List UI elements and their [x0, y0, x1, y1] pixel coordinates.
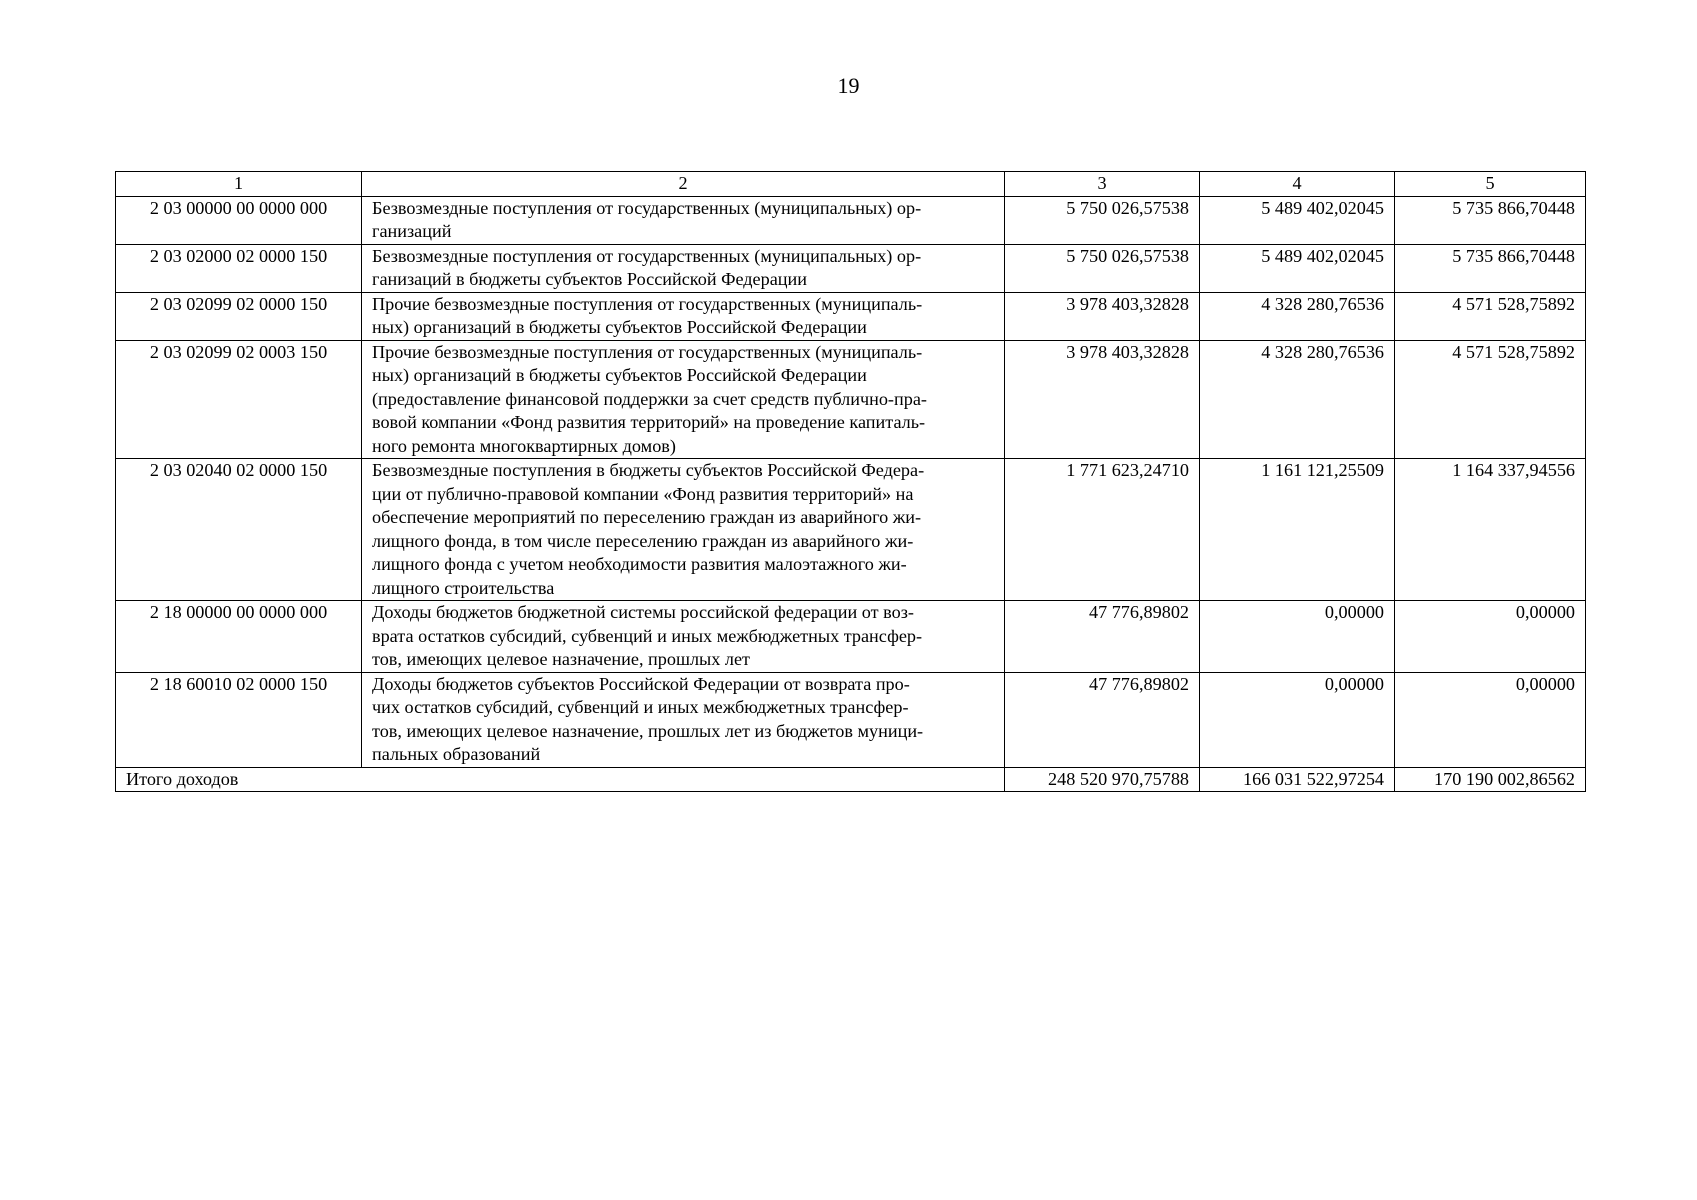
table-header [116, 172, 1586, 197]
column-number-5: 5 [1395, 172, 1586, 197]
revenue-name-line: тов, имеющих целевое назначение, прошлых лет [372, 649, 750, 669]
revenue-name-line: Прочие безвозмездные поступления от государственных (муниципаль- [372, 293, 923, 314]
total-row [116, 767, 1586, 792]
total-value-col5: 170 190 002,86562 [1395, 767, 1586, 792]
table-row [116, 244, 1586, 292]
amount-col3: 3 978 403,32828 [1005, 292, 1200, 340]
amount-col3: 47 776,89802 [1005, 672, 1200, 767]
amount-col4: 0,00000 [1200, 601, 1395, 673]
column-number-4: 4 [1200, 172, 1395, 197]
amount-col4: 5 489 402,02045 [1200, 196, 1395, 244]
amount-col3: 3 978 403,32828 [1005, 340, 1200, 459]
table-row [116, 292, 1586, 340]
total-value-col3: 248 520 970,75788 [1005, 767, 1200, 792]
table-body [116, 196, 1586, 792]
amount-col4: 1 161 121,25509 [1200, 459, 1395, 601]
revenue-name [362, 244, 1005, 292]
amount-col5: 5 735 866,70448 [1395, 244, 1586, 292]
revenue-name-line: ганизаций в бюджеты субъектов Российской Федерации [372, 269, 807, 289]
amount-col4: 4 328 280,76536 [1200, 340, 1395, 459]
amount-col4: 5 489 402,02045 [1200, 244, 1395, 292]
amount-col5: 1 164 337,94556 [1395, 459, 1586, 601]
budget-code: 2 18 00000 00 0000 000 [116, 601, 362, 673]
revenue-name-line: Прочие безвозмездные поступления от государственных (муниципаль- [372, 341, 923, 362]
revenue-name-line: Доходы бюджетов субъектов Российской Федерации от возврата про- [372, 673, 910, 694]
revenue-name [362, 292, 1005, 340]
revenue-name-line: ного ремонта многоквартирных домов) [372, 435, 676, 456]
amount-col5: 0,00000 [1395, 672, 1586, 767]
amount-col3: 5 750 026,57538 [1005, 196, 1200, 244]
table-row [116, 672, 1586, 767]
revenue-name-line: (предоставление финансовой поддержки за счет средств публично-пра- [372, 388, 927, 409]
budget-code: 2 18 60010 02 0000 150 [116, 672, 362, 767]
revenue-name-line: ции от публично-правовой компании «Фонд развития территорий» на [372, 483, 914, 504]
revenue-name-line: чих остатков субсидий, субвенций и иных межбюджетных трансфер- [372, 697, 909, 717]
revenue-name-line: пальных образований [372, 744, 541, 764]
amount-col3: 5 750 026,57538 [1005, 244, 1200, 292]
revenue-name-line: вовой компании «Фонд развития территорий» на проведение капиталь- [372, 412, 926, 432]
amount-col5: 5 735 866,70448 [1395, 196, 1586, 244]
revenue-name-line: тов, имеющих целевое назначение, прошлых лет из бюджетов муници- [372, 720, 924, 741]
budget-code: 2 03 00000 00 0000 000 [116, 196, 362, 244]
column-number-3: 3 [1005, 172, 1200, 197]
amount-col3: 47 776,89802 [1005, 601, 1200, 673]
total-value-col4: 166 031 522,97254 [1200, 767, 1395, 792]
table-row [116, 459, 1586, 601]
budget-code: 2 03 02099 02 0003 150 [116, 340, 362, 459]
revenue-name-line: лищного фонда, в том числе переселению граждан из аварийного жи- [372, 530, 914, 551]
revenue-name-line: врата остатков субсидий, субвенций и иных межбюджетных трансфер- [372, 625, 923, 646]
amount-col4: 0,00000 [1200, 672, 1395, 767]
amount-col5: 0,00000 [1395, 601, 1586, 673]
header-row [116, 172, 1586, 197]
revenue-name [362, 601, 1005, 673]
revenue-name-line: лищного фонда с учетом необходимости развития малоэтажного жи- [372, 554, 907, 574]
revenue-name [362, 340, 1005, 459]
total-label: Итого доходов [116, 767, 1005, 792]
revenue-table [115, 171, 1586, 792]
budget-code: 2 03 02000 02 0000 150 [116, 244, 362, 292]
revenue-name [362, 196, 1005, 244]
revenue-name-line: Безвозмездные поступления в бюджеты субъектов Российской Федера- [372, 460, 925, 480]
amount-col5: 4 571 528,75892 [1395, 292, 1586, 340]
revenue-name [362, 459, 1005, 601]
revenue-name-line: Безвозмездные поступления от государственных (муниципальных) ор- [372, 245, 922, 266]
column-number-1: 1 [116, 172, 362, 197]
table-row [116, 340, 1586, 459]
budget-code: 2 03 02099 02 0000 150 [116, 292, 362, 340]
amount-col4: 4 328 280,76536 [1200, 292, 1395, 340]
revenue-name-line: Безвозмездные поступления от государственных (муниципальных) ор- [372, 197, 922, 218]
revenue-name-line: обеспечение мероприятий по переселению граждан из аварийного жи- [372, 507, 922, 527]
amount-col5: 4 571 528,75892 [1395, 340, 1586, 459]
revenue-name-line: Доходы бюджетов бюджетной системы российской федерации от воз- [372, 602, 914, 622]
page-number: 19 [837, 73, 860, 98]
revenue-name [362, 672, 1005, 767]
column-number-2: 2 [362, 172, 1005, 197]
table-row [116, 196, 1586, 244]
revenue-name-line: ганизаций [372, 221, 452, 241]
amount-col3: 1 771 623,24710 [1005, 459, 1200, 601]
revenue-name-line: ных) организаций в бюджеты субъектов Российской Федерации [372, 365, 867, 385]
revenue-name-line: ных) организаций в бюджеты субъектов Российской Федерации [372, 317, 867, 337]
table-row [116, 601, 1586, 673]
revenue-name-line: лищного строительства [372, 577, 555, 598]
budget-code: 2 03 02040 02 0000 150 [116, 459, 362, 601]
